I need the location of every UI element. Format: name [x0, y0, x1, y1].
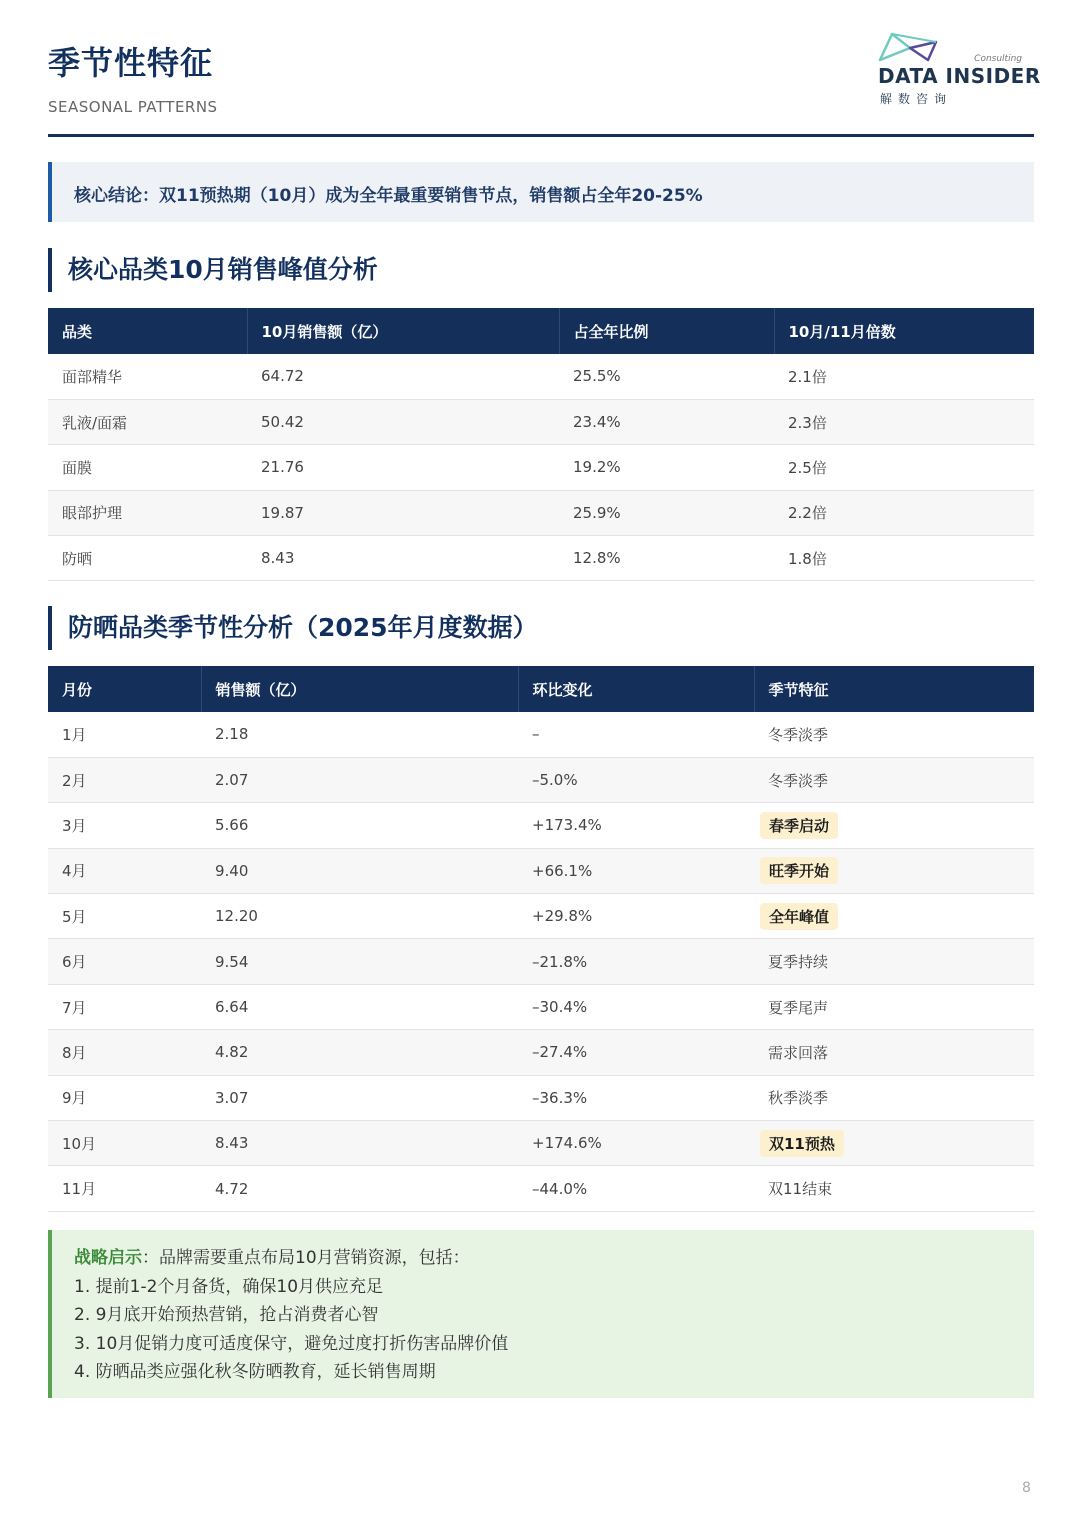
table-cell: –21.8% — [518, 939, 754, 984]
table-row — [48, 1166, 1034, 1211]
conclusion-callout — [48, 162, 1034, 222]
table-cell: 19.2% — [559, 445, 774, 490]
table-cell: 5月 — [48, 894, 201, 939]
table-cell: 夏季持续 — [754, 939, 1034, 984]
table-cell: 7月 — [48, 984, 201, 1029]
strategy-intro-line — [74, 1244, 1034, 1273]
page-header — [48, 36, 1041, 136]
table-row — [48, 490, 1034, 535]
strategy-intro: ：品牌需要重点布局10月营销资源，包括： — [142, 1248, 470, 1268]
season-highlight-badge: 旺季开始 — [760, 857, 838, 884]
table-row — [48, 803, 1034, 848]
strategy-callout — [48, 1230, 1034, 1398]
table-cell: 5.66 — [201, 803, 518, 848]
table-cell: 2.3倍 — [774, 399, 1034, 444]
table-cell: 8.43 — [247, 536, 559, 581]
table-cell: 乳液/面霜 — [48, 399, 247, 444]
table-row — [48, 712, 1034, 757]
season-highlight-badge: 全年峰值 — [760, 903, 838, 930]
table-row — [48, 1030, 1034, 1075]
table-cell: 4.82 — [201, 1030, 518, 1075]
sunscreen-monthly-table — [48, 666, 1034, 1212]
table-row — [48, 445, 1034, 490]
table-cell: 10月 — [48, 1121, 201, 1166]
logo-wordmark: DATA INSIDER — [878, 64, 1041, 88]
table-cell: 8.43 — [201, 1121, 518, 1166]
conclusion-text: 核心结论：双11预热期（10月）成为全年最重要销售节点，销售额占全年20-25% — [74, 186, 703, 206]
header-divider — [48, 134, 1034, 137]
table-cell: 双11结束 — [754, 1166, 1034, 1211]
strategy-item: 1. 提前1-2个月备货，确保10月供应充足 — [74, 1276, 384, 1297]
table-row — [48, 894, 1034, 939]
season-highlight-badge: 双11预热 — [760, 1130, 844, 1157]
table-row — [48, 848, 1034, 893]
table-cell: 冬季淡季 — [754, 757, 1034, 802]
table-cell: 6月 — [48, 939, 201, 984]
table-cell: –5.0% — [518, 757, 754, 802]
table-header-row — [48, 666, 1034, 712]
table-cell: 秋季淡季 — [754, 1075, 1034, 1120]
column-header: 销售额（亿） — [201, 666, 518, 712]
page-title: 季节性特征 — [48, 44, 214, 82]
section-title-category-peak: 核心品类10月销售峰值分析 — [48, 248, 378, 292]
table-cell: 3.07 — [201, 1075, 518, 1120]
section-title-sunscreen-seasonality: 防晒品类季节性分析（2025年月度数据） — [48, 606, 538, 650]
column-header: 环比变化 — [518, 666, 754, 712]
bowtie-logo-icon — [878, 30, 948, 64]
table-cell: 2.5倍 — [774, 445, 1034, 490]
strategy-item: 3. 10月促销力度可适度保守，避免过度打折伤害品牌价值 — [74, 1333, 509, 1354]
table-cell: 2.18 — [201, 712, 518, 757]
strategy-label: 战略启示 — [74, 1248, 142, 1268]
logo-consulting-text: Consulting — [974, 54, 1022, 64]
table-cell: 12.20 — [201, 894, 518, 939]
table-cell — [754, 848, 1034, 893]
table-cell: 面部精华 — [48, 354, 247, 399]
table-cell: 防晒 — [48, 536, 247, 581]
column-header: 10月/11月倍数 — [774, 308, 1034, 354]
table-cell: 2.2倍 — [774, 490, 1034, 535]
column-header: 占全年比例 — [559, 308, 774, 354]
column-header: 月份 — [48, 666, 201, 712]
table-cell — [754, 1121, 1034, 1166]
table-cell: +66.1% — [518, 848, 754, 893]
table-cell — [754, 803, 1034, 848]
table-cell: 2.1倍 — [774, 354, 1034, 399]
table-cell: 64.72 — [247, 354, 559, 399]
column-header: 季节特征 — [754, 666, 1034, 712]
table-cell: 23.4% — [559, 399, 774, 444]
data-insider-logo — [878, 30, 1041, 110]
table-cell: 3月 — [48, 803, 201, 848]
table-cell: 19.87 — [247, 490, 559, 535]
table-cell: 25.9% — [559, 490, 774, 535]
column-header: 品类 — [48, 308, 247, 354]
table-row — [48, 984, 1034, 1029]
table-row — [48, 399, 1034, 444]
category-peak-table — [48, 308, 1034, 581]
table-cell: –36.3% — [518, 1075, 754, 1120]
table-cell: +29.8% — [518, 894, 754, 939]
table-row — [48, 354, 1034, 399]
table-cell: 25.5% — [559, 354, 774, 399]
column-header: 10月销售额（亿） — [247, 308, 559, 354]
table-cell — [754, 894, 1034, 939]
table-cell: –44.0% — [518, 1166, 754, 1211]
table-cell: 夏季尾声 — [754, 984, 1034, 1029]
table-cell: 2.07 — [201, 757, 518, 802]
table-cell: +174.6% — [518, 1121, 754, 1166]
table-cell: +173.4% — [518, 803, 754, 848]
table-cell: 冬季淡季 — [754, 712, 1034, 757]
table-cell: 2月 — [48, 757, 201, 802]
table-cell: 9.40 — [201, 848, 518, 893]
table-cell: 6.64 — [201, 984, 518, 1029]
table-cell: –30.4% — [518, 984, 754, 1029]
table-cell: 21.76 — [247, 445, 559, 490]
table-row — [48, 1075, 1034, 1120]
table-cell: 眼部护理 — [48, 490, 247, 535]
table-cell: 4.72 — [201, 1166, 518, 1211]
table-cell: 4月 — [48, 848, 201, 893]
table-header-row — [48, 308, 1034, 354]
table-cell: 1月 — [48, 712, 201, 757]
table-cell: 需求回落 — [754, 1030, 1034, 1075]
table-row — [48, 1121, 1034, 1166]
strategy-item: 2. 9月底开始预热营销，抢占消费者心智 — [74, 1305, 379, 1325]
logo-chinese-text: 解数咨询 — [880, 92, 953, 106]
strategy-item: 4. 防晒品类应强化秋冬防晒教育，延长销售周期 — [74, 1362, 436, 1382]
table-cell: 50.42 — [247, 399, 559, 444]
table-cell: 9.54 — [201, 939, 518, 984]
table-row — [48, 536, 1034, 581]
table-row — [48, 757, 1034, 802]
table-cell: –27.4% — [518, 1030, 754, 1075]
table-row — [48, 939, 1034, 984]
table-cell: 11月 — [48, 1166, 201, 1211]
table-cell: 面膜 — [48, 445, 247, 490]
season-highlight-badge: 春季启动 — [760, 812, 838, 839]
table-cell: 8月 — [48, 1030, 201, 1075]
table-cell: – — [518, 712, 754, 757]
table-cell: 9月 — [48, 1075, 201, 1120]
table-cell: 1.8倍 — [774, 536, 1034, 581]
page-number: 8 — [1022, 1480, 1031, 1496]
page-subtitle: SEASONAL PATTERNS — [48, 98, 218, 116]
table-cell: 12.8% — [559, 536, 774, 581]
